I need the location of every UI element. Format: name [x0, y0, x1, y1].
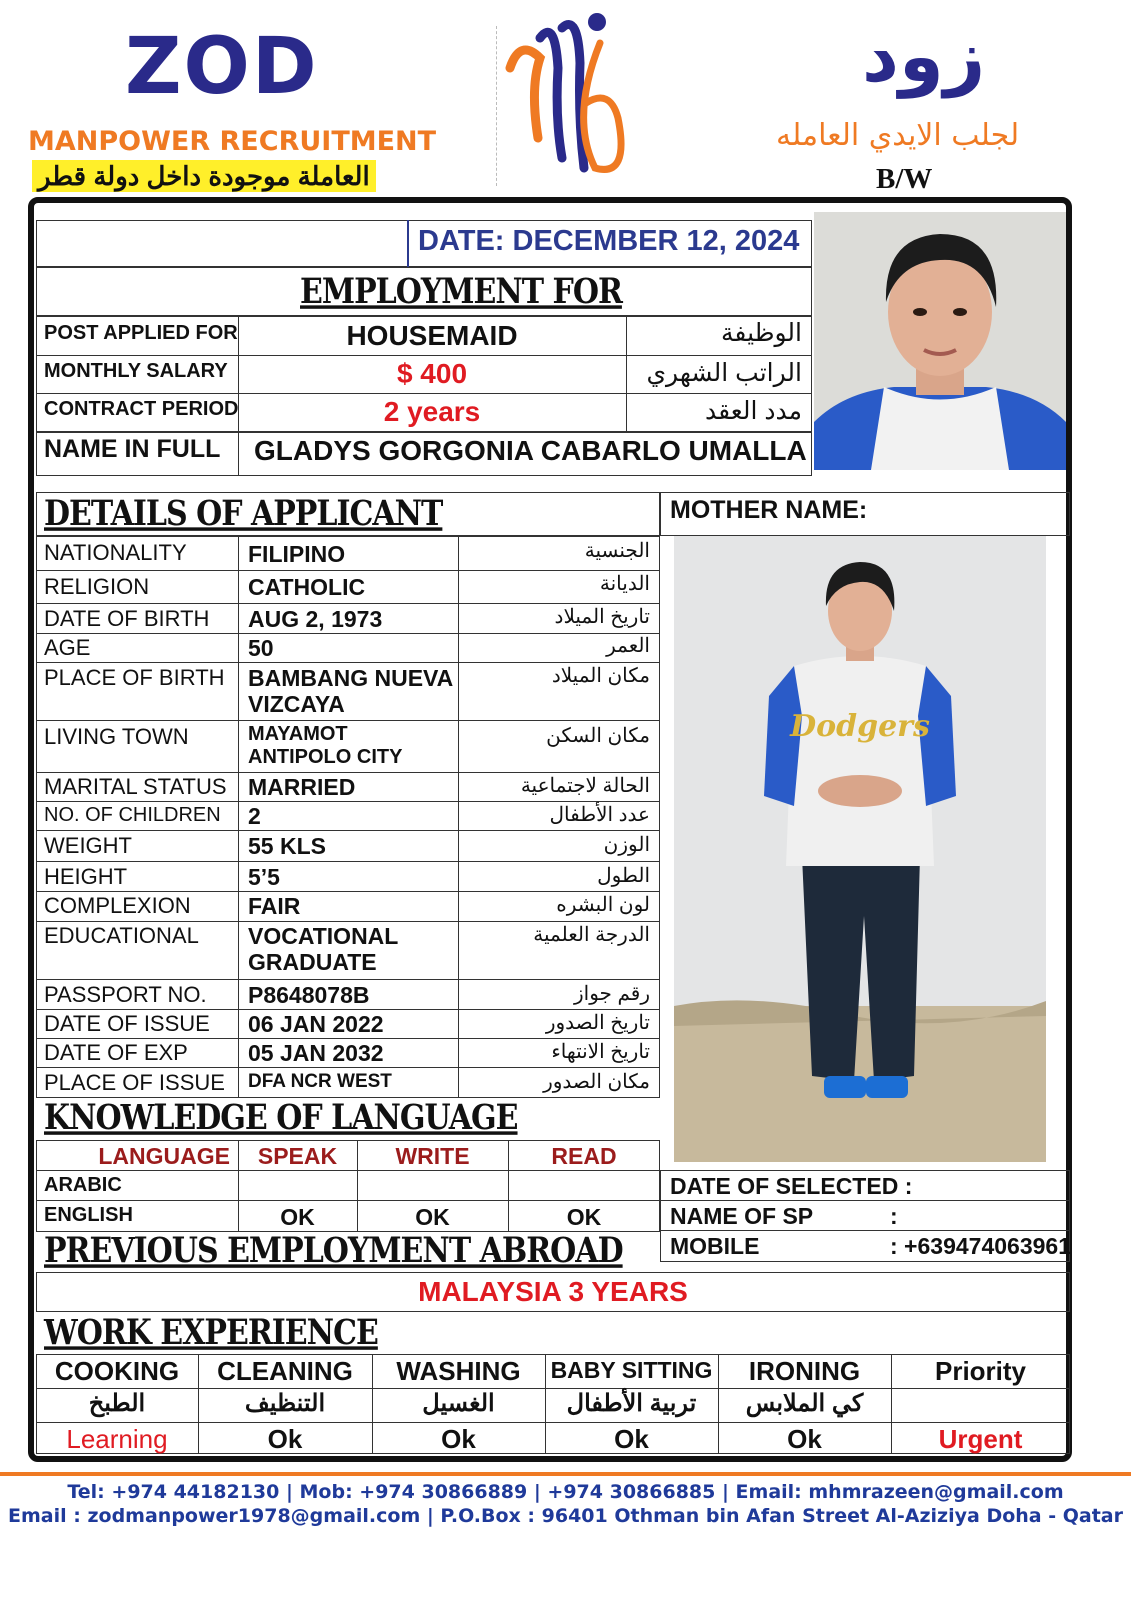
nationality-label-ar: الجنسية [584, 540, 650, 562]
previous-employment-value: MALAYSIA 3 YEARS [418, 1276, 688, 1307]
marital-status-label-ar: الحالة لاجتماعية [520, 775, 650, 797]
row-line [36, 921, 660, 922]
mother-name-label: MOTHER NAME: [670, 496, 868, 524]
age-label-ar: العمر [606, 635, 650, 657]
row-line [36, 355, 812, 356]
height-label-ar: الطول [597, 865, 650, 887]
row-line [36, 1038, 660, 1039]
salary-label-ar: الراتب الشهري [646, 359, 802, 387]
education-value: VOCATIONAL GRADUATE [248, 923, 398, 976]
issue-place-label-ar: مكان الصدور [543, 1071, 650, 1093]
washing-header: WASHING [396, 1356, 521, 1386]
row-line [36, 1422, 1070, 1423]
row-line [36, 891, 660, 892]
row-line [36, 801, 660, 802]
row-line [36, 1067, 660, 1068]
living-town-label: LIVING TOWN [44, 724, 189, 749]
row-line [36, 603, 660, 604]
children-label-ar: عدد الأطفال [549, 804, 650, 826]
previous-employment-heading: PREVIOUS EMPLOYMENT ABROAD [44, 1231, 623, 1272]
passport-value: P8648078B [248, 982, 370, 1008]
cleaning-value: Ok [267, 1424, 303, 1454]
education-label: EDUCATIONAL [44, 923, 199, 948]
language-name-arabic: ARABIC [44, 1174, 122, 1196]
name-label: NAME IN FULL [44, 435, 221, 463]
row-line [36, 1009, 660, 1010]
weight-value: 55 KLS [248, 833, 326, 859]
document-date: DATE: DECEMBER 12, 2024 [418, 225, 800, 257]
company-emblem-icon [500, 8, 640, 183]
salary-label: MONTHLY SALARY [44, 360, 228, 382]
row-line [36, 830, 660, 831]
document-code: B/W [876, 163, 933, 195]
work-experience-heading: WORK EXPERIENCE [44, 1313, 378, 1354]
employment-heading: EMPLOYMENT FOR [300, 272, 622, 313]
expiry-date-label-ar: تاريخ الانتهاء [551, 1041, 650, 1063]
religion-label: RELIGION [44, 574, 150, 599]
row-line [660, 1230, 1070, 1231]
footer-contact-line-2: Email : zodmanpower1978@gmail.com | P.O.Box : 96401 Othman bin Afan Street Al-Aziziya Doha - Qatar [8, 1505, 1123, 1527]
employment-col-divider-2 [626, 316, 627, 432]
baby-sitting-header-ar: تربية الأطفال [566, 1390, 697, 1417]
sp-name-colon: : [890, 1203, 898, 1229]
living-town-label-ar: مكان السكن [546, 725, 650, 747]
age-value: 50 [248, 635, 274, 661]
priority-header: Priority [934, 1356, 1027, 1386]
issue-place-label: PLACE OF ISSUE [44, 1070, 225, 1095]
expiry-date-label: DATE OF EXP [44, 1040, 188, 1065]
date-divider [407, 220, 409, 267]
expiry-date-value: 05 JAN 2032 [248, 1040, 384, 1066]
nationality-value: FILIPINO [248, 541, 346, 567]
education-label-ar: الدرجة العلمية [533, 924, 650, 946]
priority-value: Urgent [938, 1424, 1023, 1454]
row-line [36, 979, 660, 980]
row-line [36, 393, 812, 394]
row-line [36, 772, 660, 773]
contract-label-ar: مدد العقد [705, 397, 802, 425]
sp-name-label: NAME OF SP [670, 1203, 814, 1229]
footer-contact-line-1: Tel: +974 44182130 | Mob: +974 30866889 | +974 30866885 | Email: mhmrazeen@gmail.com [67, 1481, 1064, 1503]
washing-value: Ok [441, 1424, 476, 1454]
post-label-ar: الوظيفة [721, 319, 802, 347]
dob-label: DATE OF BIRTH [44, 606, 210, 631]
nationality-label: NATIONALITY [44, 540, 187, 565]
height-label: HEIGHT [44, 864, 128, 889]
arabic-tagline: لجلب الايدي العامله [776, 118, 1020, 153]
cleaning-header-ar: التنظيف [244, 1390, 326, 1417]
speak-col-header: SPEAK [257, 1143, 338, 1169]
weight-label-ar: الوزن [603, 834, 650, 856]
passport-label-ar: رقم جواز [574, 983, 650, 1005]
passport-label: PASSPORT NO. [44, 982, 207, 1007]
details-col-divider-2 [458, 536, 459, 1098]
religion-value: CATHOLIC [248, 574, 366, 600]
row-line [36, 1200, 660, 1201]
english-speak: OK [280, 1204, 315, 1230]
issue-date-label-ar: تاريخ الصدور [545, 1012, 650, 1034]
mobile-label: MOBILE [670, 1233, 760, 1259]
write-col-header: WRITE [395, 1143, 470, 1169]
salary-value: $ 400 [396, 358, 468, 389]
pob-label: PLACE OF BIRTH [44, 665, 225, 690]
mobile-value: : +639474063961 [890, 1233, 1071, 1259]
complexion-value: FAIR [248, 893, 301, 919]
details-col-divider [238, 536, 239, 1098]
pob-value: BAMBANG NUEVA VIZCAYA [248, 665, 453, 718]
english-read: OK [566, 1204, 602, 1230]
row-line [36, 662, 660, 663]
row-line [36, 1388, 1070, 1389]
issue-place-value: DFA NCR WEST [248, 1071, 392, 1092]
svg-text:Dodgers: Dodgers [790, 709, 930, 744]
complexion-label: COMPLEXION [44, 893, 191, 918]
language-heading: KNOWLEDGE OF LANGUAGE [44, 1098, 518, 1139]
full-name-value: GLADYS GORGONIA CABARLO UMALLA [254, 435, 807, 466]
row-line [36, 720, 660, 721]
footer-divider [0, 1472, 1131, 1476]
age-label: AGE [44, 635, 91, 660]
row-line [36, 861, 660, 862]
marital-status-label: MARITAL STATUS [44, 774, 227, 799]
language-col-header: LANGUAGE [98, 1143, 230, 1169]
arabic-logo-text: زود [862, 14, 986, 98]
children-value: 2 [248, 803, 261, 829]
marital-status-value: MARRIED [248, 774, 356, 800]
weight-label: WEIGHT [44, 833, 132, 858]
contract-label: CONTRACT PERIOD [44, 398, 239, 420]
row-line [36, 633, 660, 634]
living-town-value: MAYAMOT ANTIPOLO CITY [248, 723, 403, 768]
cooking-header: COOKING [54, 1356, 180, 1386]
issue-date-value: 06 JAN 2022 [248, 1011, 384, 1037]
applicant-portrait-photo [814, 212, 1066, 470]
row-line [660, 1200, 1070, 1201]
height-value: 5’5 [248, 864, 280, 890]
contract-value: 2 years [383, 396, 481, 427]
baby-sitting-header: BABY SITTING [550, 1357, 713, 1383]
pob-label-ar: مكان الميلاد [551, 665, 650, 687]
ironing-header-ar: كي الملابس [745, 1390, 864, 1417]
cleaning-header: CLEANING [217, 1356, 353, 1386]
language-name-english: ENGLISH [44, 1204, 133, 1226]
complexion-label-ar: لون البشره [556, 894, 650, 916]
applicant-full-body-photo [674, 536, 1046, 1162]
zod-logo-text: ZOD [125, 22, 319, 112]
ironing-value: Ok [787, 1424, 822, 1454]
arabic-availability-banner: العاملة موجودة داخل دولة قطر [32, 160, 376, 192]
company-subtitle: MANPOWER RECRUITMENT [28, 126, 437, 157]
row-line [36, 570, 660, 571]
children-label: NO. OF CHILDREN [44, 804, 221, 826]
cooking-value: Learning [66, 1424, 168, 1454]
header-divider [496, 26, 497, 186]
read-col-header: READ [551, 1143, 617, 1169]
dob-label-ar: تاريخ الميلاد [554, 606, 650, 628]
religion-label-ar: الديانة [599, 573, 650, 595]
washing-header-ar: الغسيل [422, 1390, 495, 1417]
post-value: HOUSEMAID [346, 320, 518, 351]
english-write: OK [415, 1204, 450, 1230]
date-selected-label: DATE OF SELECTED : [670, 1173, 913, 1199]
cooking-header-ar: الطبخ [88, 1390, 146, 1417]
details-heading: DETAILS OF APPLICANT [44, 494, 443, 535]
row-line [36, 1170, 660, 1171]
post-label: POST APPLIED FOR [44, 322, 238, 344]
ironing-header: IRONING [748, 1356, 861, 1386]
dob-value: AUG 2, 1973 [248, 606, 383, 632]
issue-date-label: DATE OF ISSUE [44, 1011, 210, 1036]
baby-sitting-value: Ok [614, 1424, 649, 1454]
